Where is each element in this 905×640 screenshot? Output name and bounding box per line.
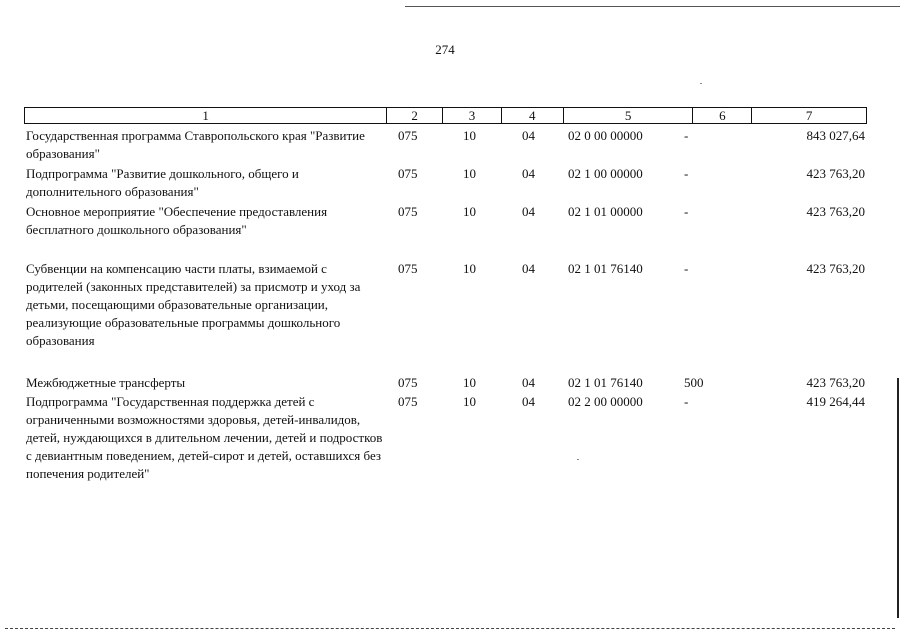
scan-artifact-top-line [405,6,900,7]
row-amount: 423 763,20 [806,375,865,390]
row-subsection: 04 [522,128,535,143]
column-header-3: 3 [442,108,501,123]
row-amount: 843 027,64 [806,128,865,143]
scan-artifact-right-edge [897,378,899,618]
row-name: Межбюджетные трансферты [26,375,186,390]
row-amount: 419 264,44 [806,394,865,409]
row-section: 10 [463,375,476,390]
row-name: Основное мероприятие "Обеспечение предоставления бесплатного дошкольного образования" [26,204,328,237]
row-subsection: 04 [522,204,535,219]
row-section: 10 [463,204,476,219]
row-target-code: 02 1 01 76140 [568,261,643,276]
column-header-4: 4 [501,108,563,123]
row-expense-type: - [684,204,689,219]
row-section: 10 [463,166,476,181]
row-target-code: 02 1 01 00000 [568,204,643,219]
row-name: Государственная программа Ставропольского края "Развитие образования" [26,128,365,161]
row-section: 10 [463,394,476,409]
row-subsection: 04 [522,166,535,181]
row-amount: 423 763,20 [806,204,865,219]
column-header-6: 6 [692,108,751,123]
row-name: Подпрограмма "Развитие дошкольного, общего и дополнительного образования" [26,166,299,199]
row-section: 10 [463,128,476,143]
row-admin-code: 075 [398,166,418,181]
row-admin-code: 075 [398,394,418,409]
row-subsection: 04 [522,261,535,276]
row-name: Подпрограмма "Государственная поддержка детей с ограниченными возможностями здоровья, детей-инвалидов, детей, нуждающихся в длительном лечении, детей и подростков с девиантным поведением, детей-сирот и детей, оставшихся без попечения родителей" [26,394,383,481]
page-number: 274 [435,42,455,57]
row-target-code: 02 1 01 76140 [568,375,643,390]
row-admin-code: 075 [398,261,418,276]
row-subsection: 04 [522,375,535,390]
row-amount: 423 763,20 [806,166,865,181]
row-name: Субвенции на компенсацию части платы, взимаемой с родителей (законных представителей) за присмотр и уход за детьми, посещающими образовательные организации, реализующие образовательные программы дошкольного образования [26,261,361,348]
row-expense-type: - [684,394,689,409]
scan-speck [577,459,579,460]
scan-artifact-bottom-line [5,628,895,629]
table-header-row [24,107,867,124]
row-admin-code: 075 [398,204,418,219]
column-header-7: 7 [751,108,866,123]
row-amount: 423 763,20 [806,261,865,276]
row-expense-type: - [684,261,689,276]
row-target-code: 02 1 00 00000 [568,166,643,181]
column-header-5: 5 [563,108,693,123]
row-expense-type: - [684,166,689,181]
row-admin-code: 075 [398,375,418,390]
row-target-code: 02 0 00 00000 [568,128,643,143]
row-section: 10 [463,261,476,276]
column-header-1: 1 [202,108,209,123]
row-expense-type: - [684,128,689,143]
column-header-2: 2 [386,108,442,123]
row-admin-code: 075 [398,128,418,143]
row-expense-type: 500 [684,375,704,390]
row-target-code: 02 2 00 00000 [568,394,643,409]
scan-speck [700,83,702,84]
row-subsection: 04 [522,394,535,409]
